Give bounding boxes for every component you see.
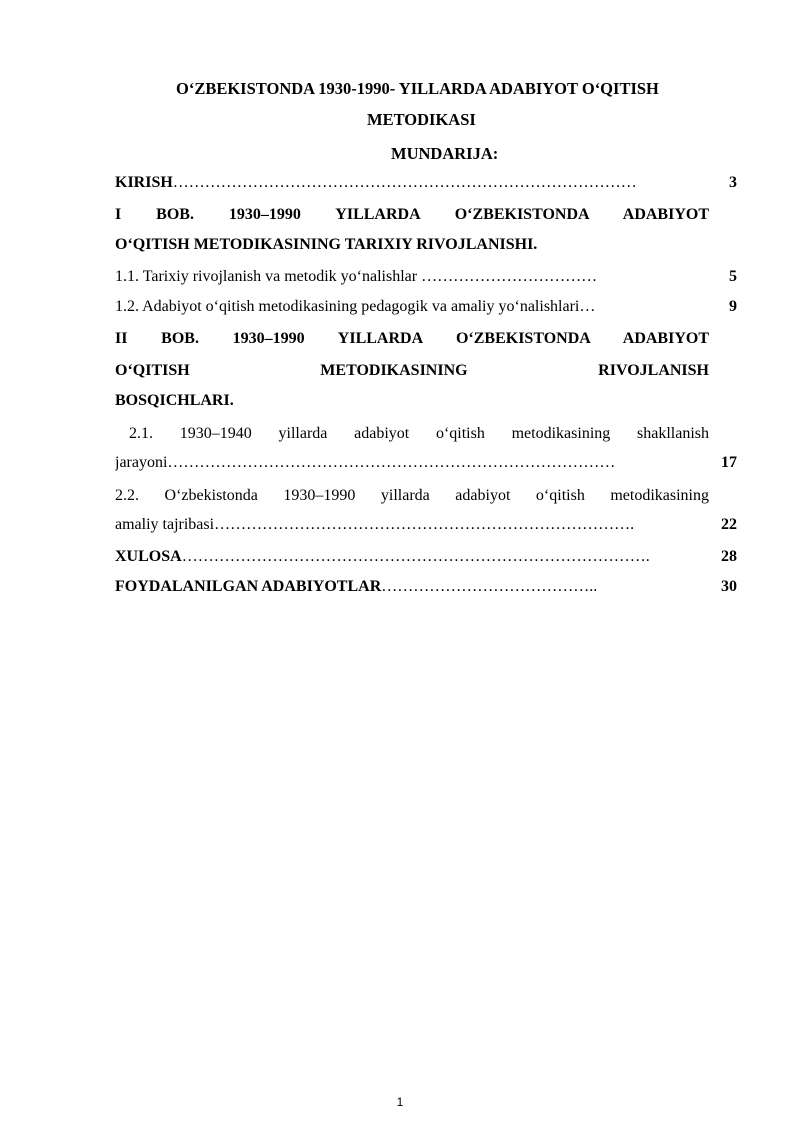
toc-leader-dots: …………………………………………………………………….: [214, 516, 635, 533]
toc-entry-label: FOYDALANILGAN ADABIYOTLAR: [115, 578, 382, 595]
toc-entry-2-2-line1[interactable]: 2.2. O‘zbekistonda 1930–1990 yillarda adabiyot o‘qitish metodikasining: [115, 487, 709, 504]
toc-chapter1-line1[interactable]: I BOB. 1930–1990 YILLARDA O‘ZBEKISTONDA ADABIYOT: [115, 206, 709, 223]
toc-page-number: 28: [721, 548, 737, 565]
toc-leader-dots: ……………………………: [421, 268, 598, 285]
toc-entry-label: KIRISH: [115, 174, 173, 191]
toc-page-number: 17: [721, 454, 737, 471]
toc-page-number: 3: [729, 174, 737, 191]
document-title-line1: O‘ZBEKISTONDA 1930-1990- YILLARDA ADABIYOT O‘QITISH: [176, 79, 659, 98]
toc-entry-2-1-line1[interactable]: 2.1. 1930–1940 yillarda adabiyot o‘qitish metodikasining shakllanish: [129, 425, 709, 442]
toc-entry-label: jarayoni: [115, 454, 168, 471]
toc-entry-label: amaliy tajribasi: [115, 516, 215, 533]
toc-leader-dots: …………………………………………………………………………: [167, 454, 616, 471]
toc-entry-label: O‘QITISH METODIKASINING TARIXIY RIVOJLANISHI.: [115, 236, 538, 253]
toc-leader-dots: ……………………………………………………………………………: [172, 174, 637, 191]
toc-entry-label: BOSQICHLARI.: [115, 392, 234, 409]
toc-page-number: 5: [729, 268, 737, 285]
toc-chapter2-line1[interactable]: II BOB. 1930–1990 YILLARDA O‘ZBEKISTONDA ADABIYOT: [115, 330, 709, 347]
toc-leader-dots: …………………………………..: [381, 578, 598, 595]
toc-heading: MUNDARIJA:: [391, 144, 499, 163]
toc-page-number: 9: [729, 298, 737, 315]
toc-page-number: 30: [721, 578, 737, 595]
toc-leader-dots: …………………………………………………………………………….: [181, 548, 650, 565]
toc-entry-label: XULOSA: [115, 548, 182, 565]
document-title-line2: METODIKASI: [367, 110, 476, 129]
toc-entry-label: 1.2. Adabiyot o‘qitish metodikasining pedagogik va amaliy yo‘nalishlari…: [115, 298, 596, 315]
toc-page-number: 22: [721, 516, 737, 533]
page-number: 1: [396, 1095, 404, 1109]
toc-chapter2-line2[interactable]: O‘QITISH METODIKASINING RIVOJLANISH: [115, 362, 709, 379]
toc-entry-label: 1.1. Tarixiy rivojlanish va metodik yo‘nalishlar: [115, 268, 422, 285]
